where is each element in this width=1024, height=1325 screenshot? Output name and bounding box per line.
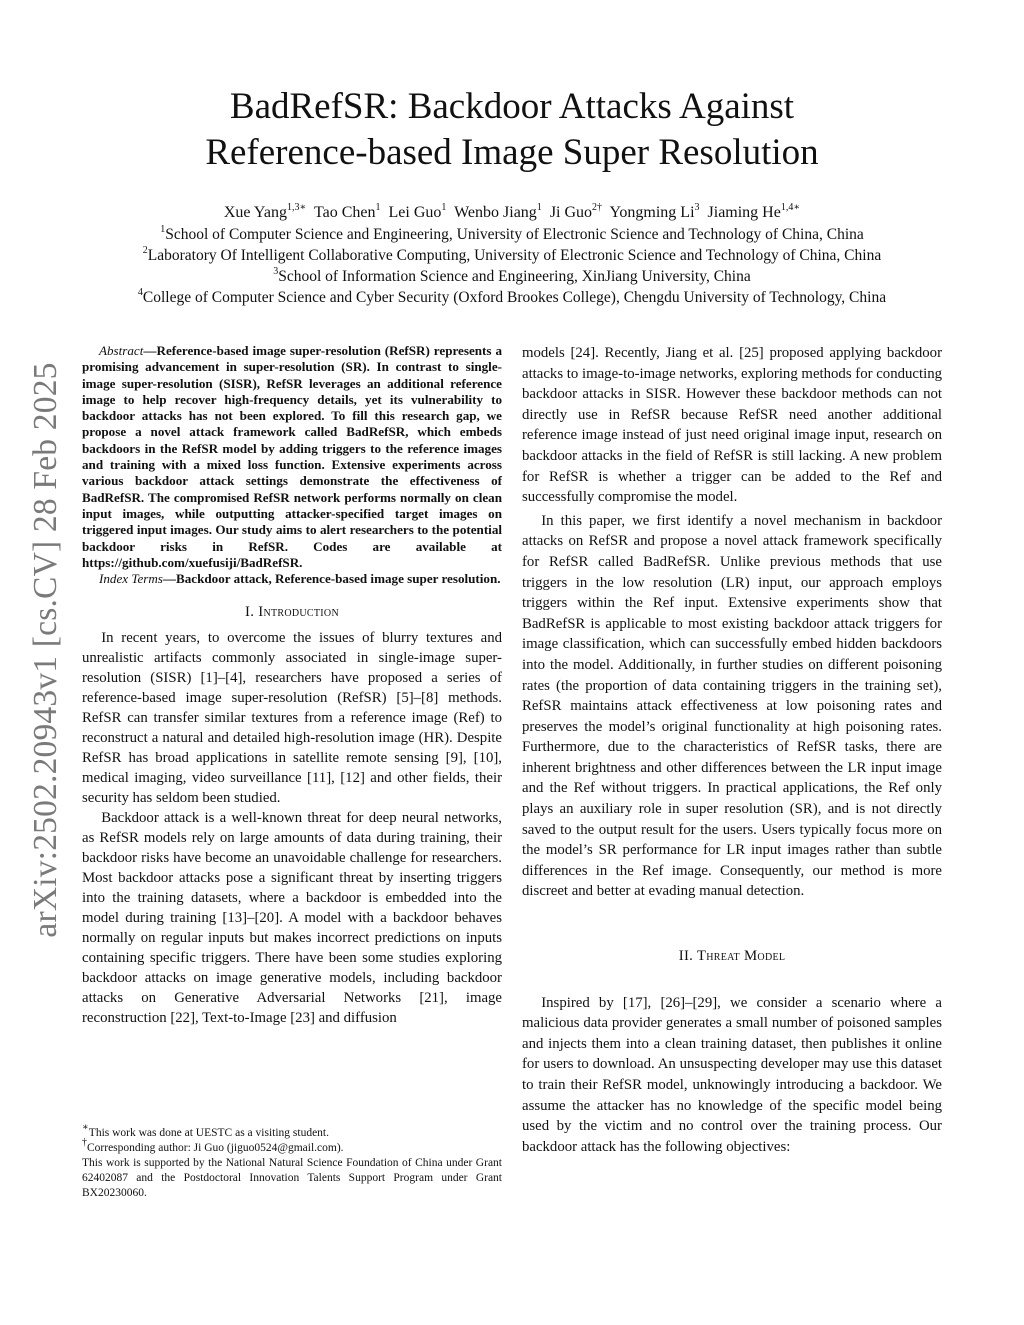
author-block: [60, 202, 964, 308]
footnotes: [82, 1122, 502, 1201]
affiliation-text: School of Information Science and Engineering, XinJiang University, China: [278, 268, 751, 285]
author-name: Jiaming He: [707, 204, 781, 221]
footnote-dagger: †Corresponding author: Ji Guo (jiguo0524@gmail.com).: [82, 1137, 344, 1154]
author-affiliation-mark: 3: [694, 201, 700, 213]
index-terms-label: Index Terms: [99, 571, 163, 587]
body-paragraph: Inspired by [17], [26]–[29], we consider a scenario where a malicious data provider generates a small number of poisoned samples and injects them into a clean training dataset, then publishes it online for users to download. An unsuspecting developer may use this dataset to train their RefSR model, unknowingly introducing a backdoor. We assume the attacker has no knowledge of the specific model being used by the victim and no control over the training process. Our backdoor attack has the following objectives:: [522, 994, 942, 1155]
paragraph-text: Backdoor attack is a well-known threat for deep neural networks, as RefSR models rely on large amounts of data during training, their backdoor risks have become an unavoidable challenge for researchers. Most backdoor attacks pose a significant threat by inserting triggers into the training datasets, where a backdoor is embedded into the model during training [13]–[20]. A model with a backdoor behaves normally on regular inputs but makes incorrect predictions on inputs containing specific triggers. There have been some studies exploring backdoor attacks on image generative models, including backdoor attacks on Generative Adversarial Networks [21], image reconstruction [22], Text-to-Image [23] and diffusion: [82, 810, 502, 1027]
affiliation-mark: 4: [137, 286, 143, 298]
index-terms-text: —Backdoor attack, Reference-based image super resolution.: [162, 571, 501, 587]
body-paragraph-continuation: models [24]. Recently, Jiang et al. [25] proposed applying backdoor attacks to image-to-image networks, exploring methods for conducting backdoor attacks in SISR. However these backdoor methods can not directly use in RefSR because RefSR need another additional reference image instead of just need original image input, research on backdoor attacks in the field of RefSR is still lacking. A new problem for RefSR is whether a trigger can be added to the Ref and successfully compromise the model.: [522, 345, 942, 506]
author-affiliation-mark: 1,4∗: [780, 201, 801, 213]
author-name: Wenbo Jiang: [454, 204, 537, 221]
footnote-star: ∗This work was done at UESTC as a visiting student.: [82, 1122, 329, 1139]
affiliation-line: [60, 266, 964, 287]
body-paragraph: In recent years, to overcome the issues of blurry textures and unrealistic artifacts commonly associated in single-image super-resolution (SISR) [1]–[4], researchers have proposed a series of reference-based image super-resolution (RefSR) [5]–[8] methods. RefSR can transfer similar textures from a reference image (Ref) to reconstruct a natural and detailed high-resolution image (HR). Despite RefSR has broad applications in satellite remote sensing [9], [10], medical imaging, video surveillance [11], [12] and other fields, their security has seldom been studied.: [82, 630, 502, 807]
title-line-1: BadRefSR: Backdoor Attacks Against: [229, 86, 795, 127]
author-name: Tao Chen: [313, 204, 376, 221]
arxiv-sidebar-identifier: [18, 340, 74, 960]
author-affiliation-mark: 1,3∗: [286, 201, 307, 213]
arxiv-id-text: arXiv:2502.20943v1 [cs.CV] 28 Feb 2025: [27, 362, 64, 938]
author-affiliation-mark: 1: [375, 201, 381, 213]
footnote-text: This work was done at UESTC as a visiting student.: [88, 1127, 329, 1139]
affiliation-line: [60, 224, 964, 245]
abstract-text: —Reference-based image super-resolution (RefSR) represents a promising advancement in super-resolution (SR). In contrast to single-image super-resolution (SISR), RefSR leverages an additional reference image to help recover high-frequency details, yet its vulnerability to backdoor attacks has not been explored. To fill this research gap, we propose a novel attack framework called BadRefSR, which embeds backdoors in the RefSR model by adding triggers to the reference images and training with a mixed loss function. Extensive experiments across various backdoor attack settings demonstrate the effectiveness of BadRefSR. The compromised RefSR network performs normally on clean input images, while outputting attacker-specified target images on triggered input images. Our study aims to alert researchers to the potential backdoor risks in RefSR. Codes are available at https://github.com/xuefusiji/BadRefSR.: [82, 343, 502, 570]
affiliation-line: [60, 287, 964, 308]
affiliation-mark: 1: [160, 223, 166, 235]
body-paragraph-continued: [82, 808, 502, 1028]
author-name: Yongming Li: [609, 204, 695, 221]
left-column: [82, 343, 502, 1028]
footnote-funding: This work is supported by the National Natural Science Foundation of China under Grant 62402087 and the Postdoctoral Innovation Talents Support Program under Grant BX20230060.: [82, 1157, 502, 1199]
affiliation-mark: 3: [273, 265, 279, 277]
affiliation-text: School of Computer Science and Engineering, University of Electronic Science and Technology of China, China: [165, 226, 864, 243]
footnote-text: Corresponding author: Ji Guo (jiguo0524@gmail.com).: [87, 1142, 344, 1154]
section-heading-threat-model: II. Threat Model: [678, 948, 786, 965]
abstract: [82, 343, 502, 571]
body-paragraph: In this paper, we first identify a novel mechanism in backdoor attacks on RefSR and propose a novel attack framework specifically for RefSR called BadRefSR. Unlike previous methods that use triggers in the low resolution (LR) input, our approach employs triggers within the Ref input. Extensive experiments show that BadRefSR is applicable to most existing backdoor attack triggers for image classification, which can successfully embed hidden backdoors into the model. Additionally, in further studies on different poisoning rates (the proportion of data containing triggers in the training set), RefSR maintains attack effectiveness at low poisoning rates and preserves the model’s original functionality at high poisoning rates. Furthermore, due to the characteristics of RefSR tasks, there are inherent brightness and other differences between the LR input image and the Ref without triggers. In practical applications, the Ref only plays an auxiliary role in super resolution (SR), and is not directly saved to the output result for the users. Users typically focus more on the model’s SR performance for LR input images rather than subtle differences in the Ref image. Consequently, our method is more discreet and better at evading manual detection.: [522, 512, 942, 900]
author-name: Xue Yang: [223, 204, 287, 221]
author-affiliation-mark: 1: [536, 201, 542, 213]
title-line-2: Reference-based Image Super Resolution: [205, 132, 819, 173]
author-name: Lei Guo: [388, 204, 442, 221]
right-column: [522, 343, 942, 1157]
section-heading-introduction: I. Introduction: [245, 604, 339, 621]
author-list: [60, 202, 964, 224]
author-name: Ji Guo: [549, 204, 593, 221]
affiliation-text: College of Computer Science and Cyber Security (Oxford Brookes College), Chengdu University of Technology, China: [142, 289, 887, 306]
index-terms: [82, 571, 502, 587]
affiliation-text: Laboratory Of Intelligent Collaborative Computing, University of Electronic Science and Technology of China, China: [147, 247, 882, 264]
affiliation-line: [60, 245, 964, 266]
affiliation-mark: 2: [142, 244, 148, 256]
author-affiliation-mark: 2†: [592, 201, 603, 213]
author-affiliation-mark: 1: [441, 201, 447, 213]
abstract-label: Abstract: [99, 343, 144, 358]
paper-title: [100, 84, 924, 176]
